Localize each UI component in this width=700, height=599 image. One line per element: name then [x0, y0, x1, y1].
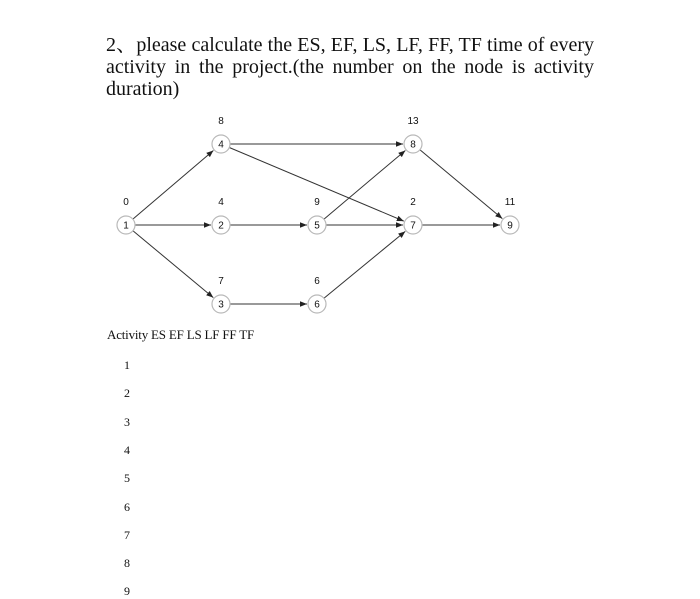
- edge-8-to-9: [420, 150, 502, 219]
- edge-1-to-4: [133, 150, 214, 219]
- node-4: [212, 116, 230, 153]
- activity-row-number: 8: [124, 556, 130, 571]
- node-label: 7: [410, 220, 416, 232]
- duration-label: 2: [410, 197, 416, 208]
- node-3: [212, 276, 230, 313]
- activity-row-number: 5: [124, 471, 130, 486]
- activity-row-number: 3: [124, 414, 130, 429]
- edge-6-to-7: [324, 231, 405, 298]
- duration-label: 0: [123, 197, 129, 208]
- duration-label: 8: [218, 116, 224, 127]
- activity-row-number: 6: [124, 499, 130, 514]
- duration-label: 7: [218, 276, 224, 287]
- edge-5-to-8: [324, 150, 405, 219]
- node-8: [404, 116, 422, 153]
- duration-label: 6: [314, 276, 320, 287]
- activity-row-number: 7: [124, 527, 130, 542]
- node-label: 1: [123, 220, 129, 232]
- nodes-layer: [117, 116, 519, 313]
- activity-row-number: 1: [124, 358, 130, 372]
- node-label: 8: [410, 139, 416, 151]
- activity-row-number: 9: [124, 584, 130, 599]
- duration-label: 4: [218, 197, 224, 208]
- node-label: 5: [314, 220, 320, 232]
- duration-label: 11: [504, 197, 516, 208]
- question-text: 2、please calculate the ES, EF, LS, LF, FF, TF time of every activity in the project.(the number on the node is activity duration): [106, 34, 594, 100]
- activity-row-number: 4: [124, 442, 130, 457]
- node-label: 2: [218, 220, 224, 232]
- node-label: 6: [314, 299, 320, 311]
- table-header: Activity ES EF LS LF FF TF: [107, 327, 254, 342]
- duration-label: 13: [407, 116, 419, 127]
- node-label: 9: [507, 220, 513, 232]
- node-1: [117, 197, 135, 234]
- node-7: [404, 197, 422, 234]
- node-6: [308, 276, 326, 313]
- edge-1-to-3: [133, 231, 213, 298]
- node-label: 4: [218, 139, 224, 151]
- node-5: [308, 197, 326, 234]
- activity-row-number: 2: [124, 386, 130, 401]
- node-9: [501, 197, 519, 234]
- node-label: 3: [218, 299, 224, 311]
- edge-4-to-7: [229, 147, 403, 221]
- duration-label: 9: [314, 197, 320, 208]
- node-2: [212, 197, 230, 234]
